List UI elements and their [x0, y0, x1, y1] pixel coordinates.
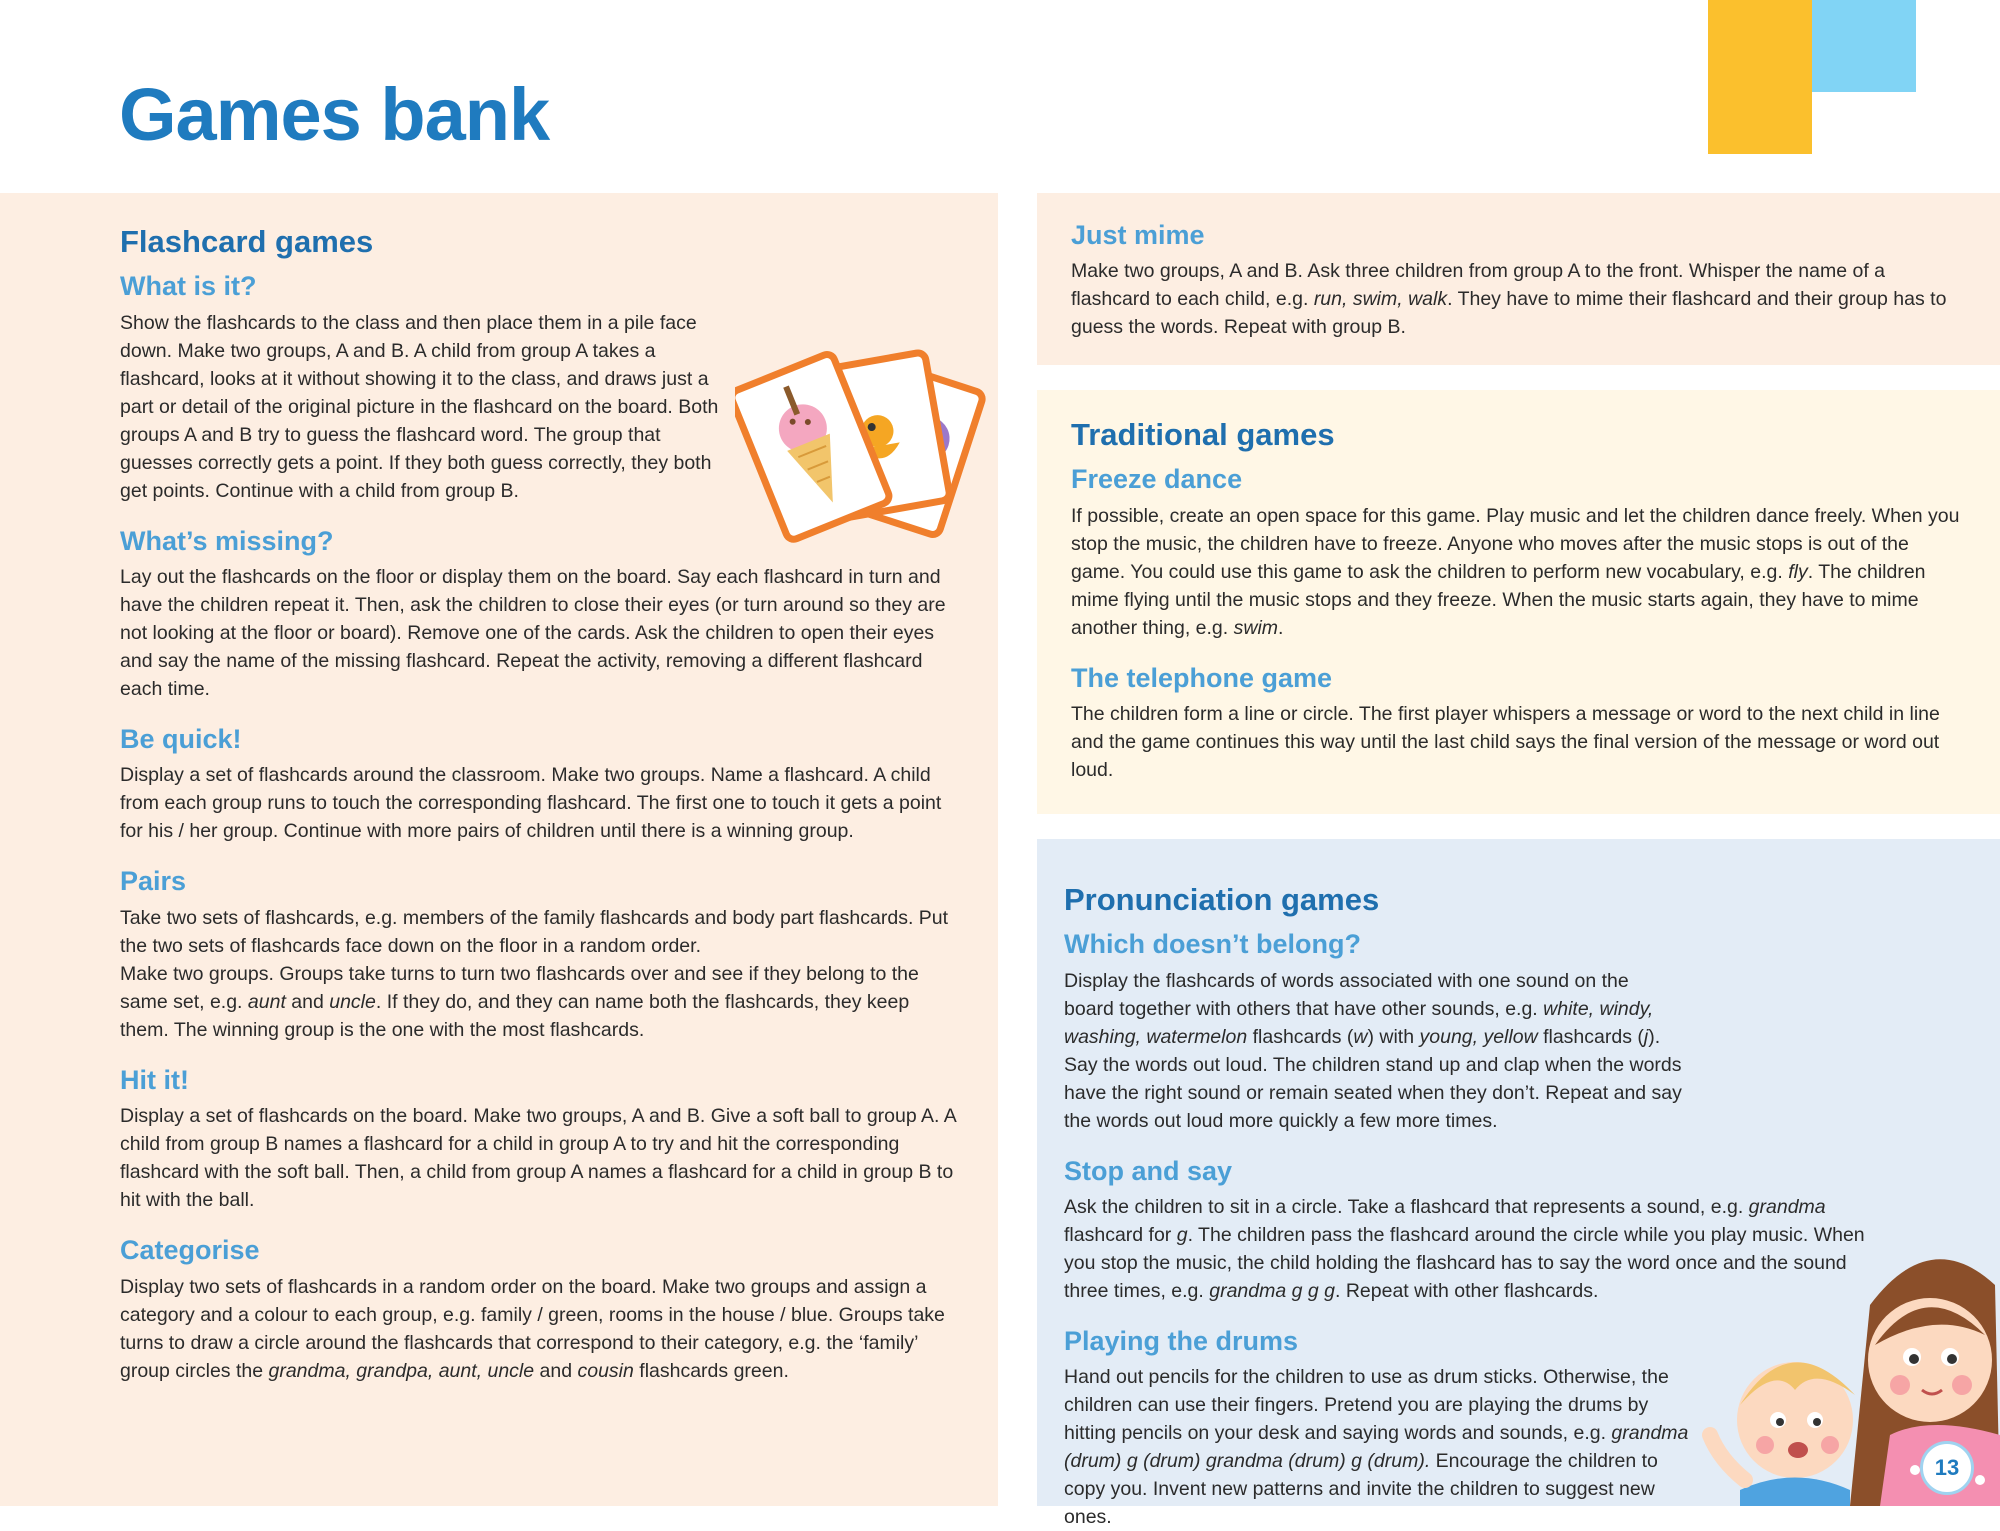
freeze-dance-title: Freeze dance	[1071, 464, 1243, 495]
just-mime-panel	[1037, 193, 2000, 365]
be-quick-title: Be quick!	[120, 723, 242, 754]
hit-it-title: Hit it!	[120, 1064, 189, 1095]
stop-and-say-title: Stop and say	[1064, 1155, 1233, 1186]
telephone-game-section	[1071, 662, 1960, 784]
just-mime-title: Just mime	[1071, 220, 1205, 250]
categorise-title: Categorise	[120, 1235, 260, 1266]
stop-and-say-text: Ask the children to sit in a circle. Take a flashcard that represents a sound, e.g. grandma flashcard for g. The children pass the flashcard around the circle while you play music. When you stop the music, the child holding the flashcard has to say the word once and the sound three times, e.g. grandma g g g. Repeat with other flashcards.	[1064, 1195, 1865, 1302]
decorative-blue-block	[1812, 0, 1916, 92]
telephone-game-text: The children form a line or circle. The first player whispers a message or word to the next child in line and the game continues this way until the last child says the final version of the message or word out loud.	[1071, 702, 1940, 781]
page-title: Games bank	[119, 73, 550, 156]
traditional-games-heading: Traditional games	[1071, 417, 1335, 452]
pairs-section	[120, 865, 962, 1043]
what-is-it-text: Show the flashcards to the class and then place them in a pile face down. Make two groups, A and B. A child from group A takes a flashcard, looks at it without showing it to the class, and draws just a part or detail of the original picture in the flashcard on the board. Both groups A and B try to guess the flashcard word. The group that guesses correctly gets a point. If they both guess correctly, they both get points. Continue with a child from group B.	[120, 311, 719, 502]
playing-drums-text: Hand out pencils for the children to use as drum sticks. Otherwise, the children can use their fingers. Pretend you are playing the drums by hitting pencils on your desk and saying words and sounds, e.g. grandma (drum) g (drum) grandma (drum) g (drum). Encourage the children to copy you. Invent new patterns and invite the children to suggest new ones.	[1064, 1366, 1689, 1529]
pairs-text-1: Take two sets of flashcards, e.g. members of the family flashcards and body part flashcards. Put the two sets of flashcards face down on the floor in a random order.	[120, 906, 949, 957]
flashcards-illustration	[735, 335, 995, 555]
pairs-title: Pairs	[120, 866, 187, 897]
freeze-dance-text: If possible, create an open space for this game. Play music and let the children dance freely. When you stop the music, the children have to freeze. Anyone who moves after the music stops is out of the game. You could use this game to ask the children to perform new vocabulary, e.g. fly. The children mime flying until the music stops and they freeze. When the music starts again, they have to mime another thing, e.g. swim.	[1071, 504, 1960, 639]
which-doesnt-belong-section	[1064, 928, 1960, 1134]
hit-it-text: Display a set of flashcards on the board. Make two groups, A and B. Give a soft ball to group A. A child from group B names a flashcard for a child in group A to try and hit the corresponding flashcard with the soft ball. Then, a child from group A names a flashcard for a child in group B to hit with the ball.	[120, 1105, 956, 1212]
hit-it-section	[120, 1064, 962, 1214]
whats-missing-text: Lay out the flashcards on the floor or display them on the board. Say each flashcard in turn and have the children repeat it. Then, ask the children to close their eyes (or turn around so they are not looking at the floor or board). Remove one of the cards. Ask the children to open their eyes and say the name of the missing flashcard. Repeat the activity, removing a different flashcard each time.	[120, 565, 946, 700]
freeze-dance-section	[1071, 463, 1960, 641]
flashcard-games-heading: Flashcard games	[120, 224, 374, 259]
be-quick-text: Display a set of flashcards around the classroom. Make two groups. Name a flashcard. A child from each group runs to touch the corresponding flashcard. The first one to touch it gets a point for his / her group. Continue with more pairs of children until there is a winning group.	[120, 764, 942, 843]
decorative-yellow-block	[1708, 0, 1812, 154]
categorise-text: Display two sets of flashcards in a random order on the board. Make two groups and assign a category and a colour to each group, e.g. family / green, rooms in the house / blue. Groups take turns to draw a circle around the flashcards that correspond to their category, e.g. the ‘family’ group circles the grandma, grandpa, aunt, uncle and cousin flashcards green.	[120, 1275, 945, 1382]
which-doesnt-belong-text-2: Say the words out loud. The children stand up and clap when the words have the right sound or remain seated when they don’t. Repeat and say the words out loud more quickly a few more times.	[1064, 1053, 1682, 1132]
be-quick-section	[120, 723, 962, 845]
playing-drums-title: Playing the drums	[1064, 1325, 1299, 1356]
just-mime-text: Make two groups, A and B. Ask three children from group A to the front. Whisper the name of a flashcard to each child, e.g. run, swim, walk. They have to mime their flashcard and their group has to guess the words. Repeat with group B.	[1071, 260, 1947, 339]
categorise-section	[120, 1234, 962, 1384]
pairs-text-2: Make two groups. Groups take turns to turn two flashcards over and see if they belong to the same set, e.g. aunt and uncle. If they do, and they can name both the flashcards, they keep them. The winning group is the one with the most flashcards.	[120, 962, 919, 1041]
telephone-game-title: The telephone game	[1071, 662, 1333, 693]
what-is-it-title: What is it?	[120, 271, 257, 302]
traditional-games-panel	[1037, 390, 2000, 814]
whats-missing-title: What’s missing?	[120, 525, 334, 556]
which-doesnt-belong-text: Display the flashcards of words associated with one sound on the board together with others that have other sounds, e.g. white, windy, washing, watermelon flashcards (w) with young, yellow flashcards (j).	[1064, 969, 1661, 1048]
pronunciation-games-heading: Pronunciation games	[1064, 882, 1380, 917]
which-doesnt-belong-title: Which doesn’t belong?	[1064, 929, 1361, 960]
page-number-badge: 13	[1920, 1441, 1974, 1495]
